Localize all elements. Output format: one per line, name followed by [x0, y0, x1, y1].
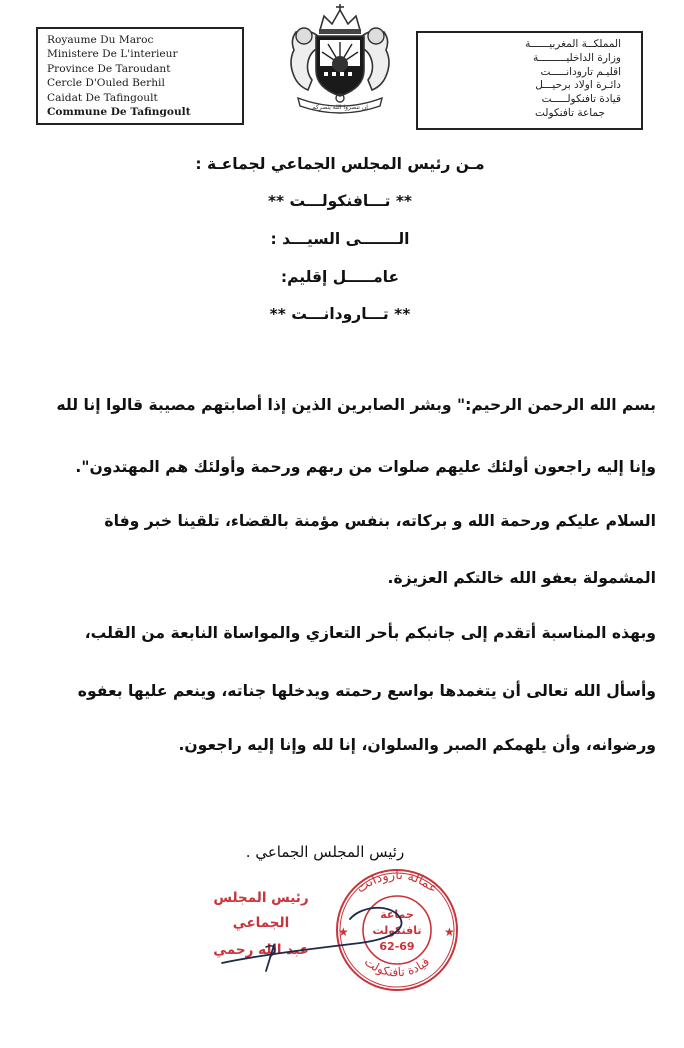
header-ar-line: دائـرة اولاد برحيـــل: [535, 79, 621, 92]
header-ar-line: اقليـم تارودانـــــت: [540, 65, 621, 78]
french-header-box: [36, 27, 244, 125]
red-signatory-line: الجماعي: [232, 915, 290, 931]
arabic-header-box: [416, 31, 643, 130]
moroccan-coat-of-arms-icon: [284, 2, 396, 118]
header-ar-line: قيادة تافنكولـــــت: [541, 93, 621, 106]
header-ar-line: المملكــة المغربيــــــة: [525, 38, 621, 50]
stamp-outer-top: عمالة تارودانت: [353, 867, 441, 897]
body-line: بسم الله الرحمن الرحيم:" وبشر الصابرين الذين إذا أصابتهم مصيبة قالوا إنا لله: [56, 396, 656, 414]
handwritten-signature: [220, 885, 420, 980]
header-fr-line: Commune De Tafingoult: [47, 106, 191, 119]
from-line: مـن رئيس المجلس الجماعي لجماعـة :: [195, 155, 485, 173]
header-fr-line: Royaume Du Maroc: [47, 34, 154, 46]
header-fr-line: Cercle D'Ouled Berhil: [47, 77, 165, 90]
body-line: المشمولة بعفو الله خالتكم العزيزة.: [387, 569, 656, 587]
red-signatory-name: عبد الله رحمي: [213, 942, 309, 958]
stamp-inner-line: تافنكولت: [372, 924, 422, 937]
from-commune: ** تـــافنكولـــت **: [267, 192, 413, 210]
stamp-code: 62-69: [379, 940, 415, 953]
header-fr-line: Caidat De Tafingoult: [47, 91, 158, 104]
star-icon: ★: [338, 925, 349, 939]
body-line: وإنا إليه راجعون أولئك عليهم صلوات من ربهم ورحمة وأولئك هم المهتدون".: [75, 458, 656, 476]
to-province: ** تـــارودانـــت **: [269, 305, 411, 323]
body-line: ورضوانه، وأن يلهمكم الصبر والسلوان، إنا لله وإنا إليه راجعون.: [178, 736, 656, 754]
signature-title: رئيس المجلس الجماعي .: [245, 843, 405, 861]
header-ar-line: وزارة الداخليـــــــــة: [533, 51, 621, 64]
header-fr-line: Province De Taroudant: [47, 62, 171, 75]
header-fr-line: Ministere De L'interieur: [47, 48, 178, 61]
star-icon: ★: [444, 925, 455, 939]
to-line: الـــــــى السيـــد :: [270, 230, 410, 248]
body-line: وأسأل الله تعالى أن يتغمدها بواسع رحمته ويدخلها جناته، وينعم عليها بعفوه: [77, 682, 656, 700]
body-line: السلام عليكم ورحمة الله و بركاته، بنفس مؤمنة بالقضاء، تلقينا خبر وفاة: [104, 512, 656, 530]
to-title: عامـــــل إقليم:: [280, 268, 400, 286]
emblem-motto: إن تنصروا الله ينصركم: [312, 104, 368, 111]
body-line: وبهذه المناسبة أتقدم إلى جانبكم بأحر التعازي والمواساة النابعة من القلب،: [84, 624, 656, 642]
red-signatory-line: رئيس المجلس: [213, 890, 309, 906]
header-ar-line: جماعة تافنكولت: [534, 106, 605, 119]
stamp-outer-bottom: قيادة تافنكولت: [361, 954, 433, 980]
stamp-inner-line: جماعة: [380, 908, 414, 921]
